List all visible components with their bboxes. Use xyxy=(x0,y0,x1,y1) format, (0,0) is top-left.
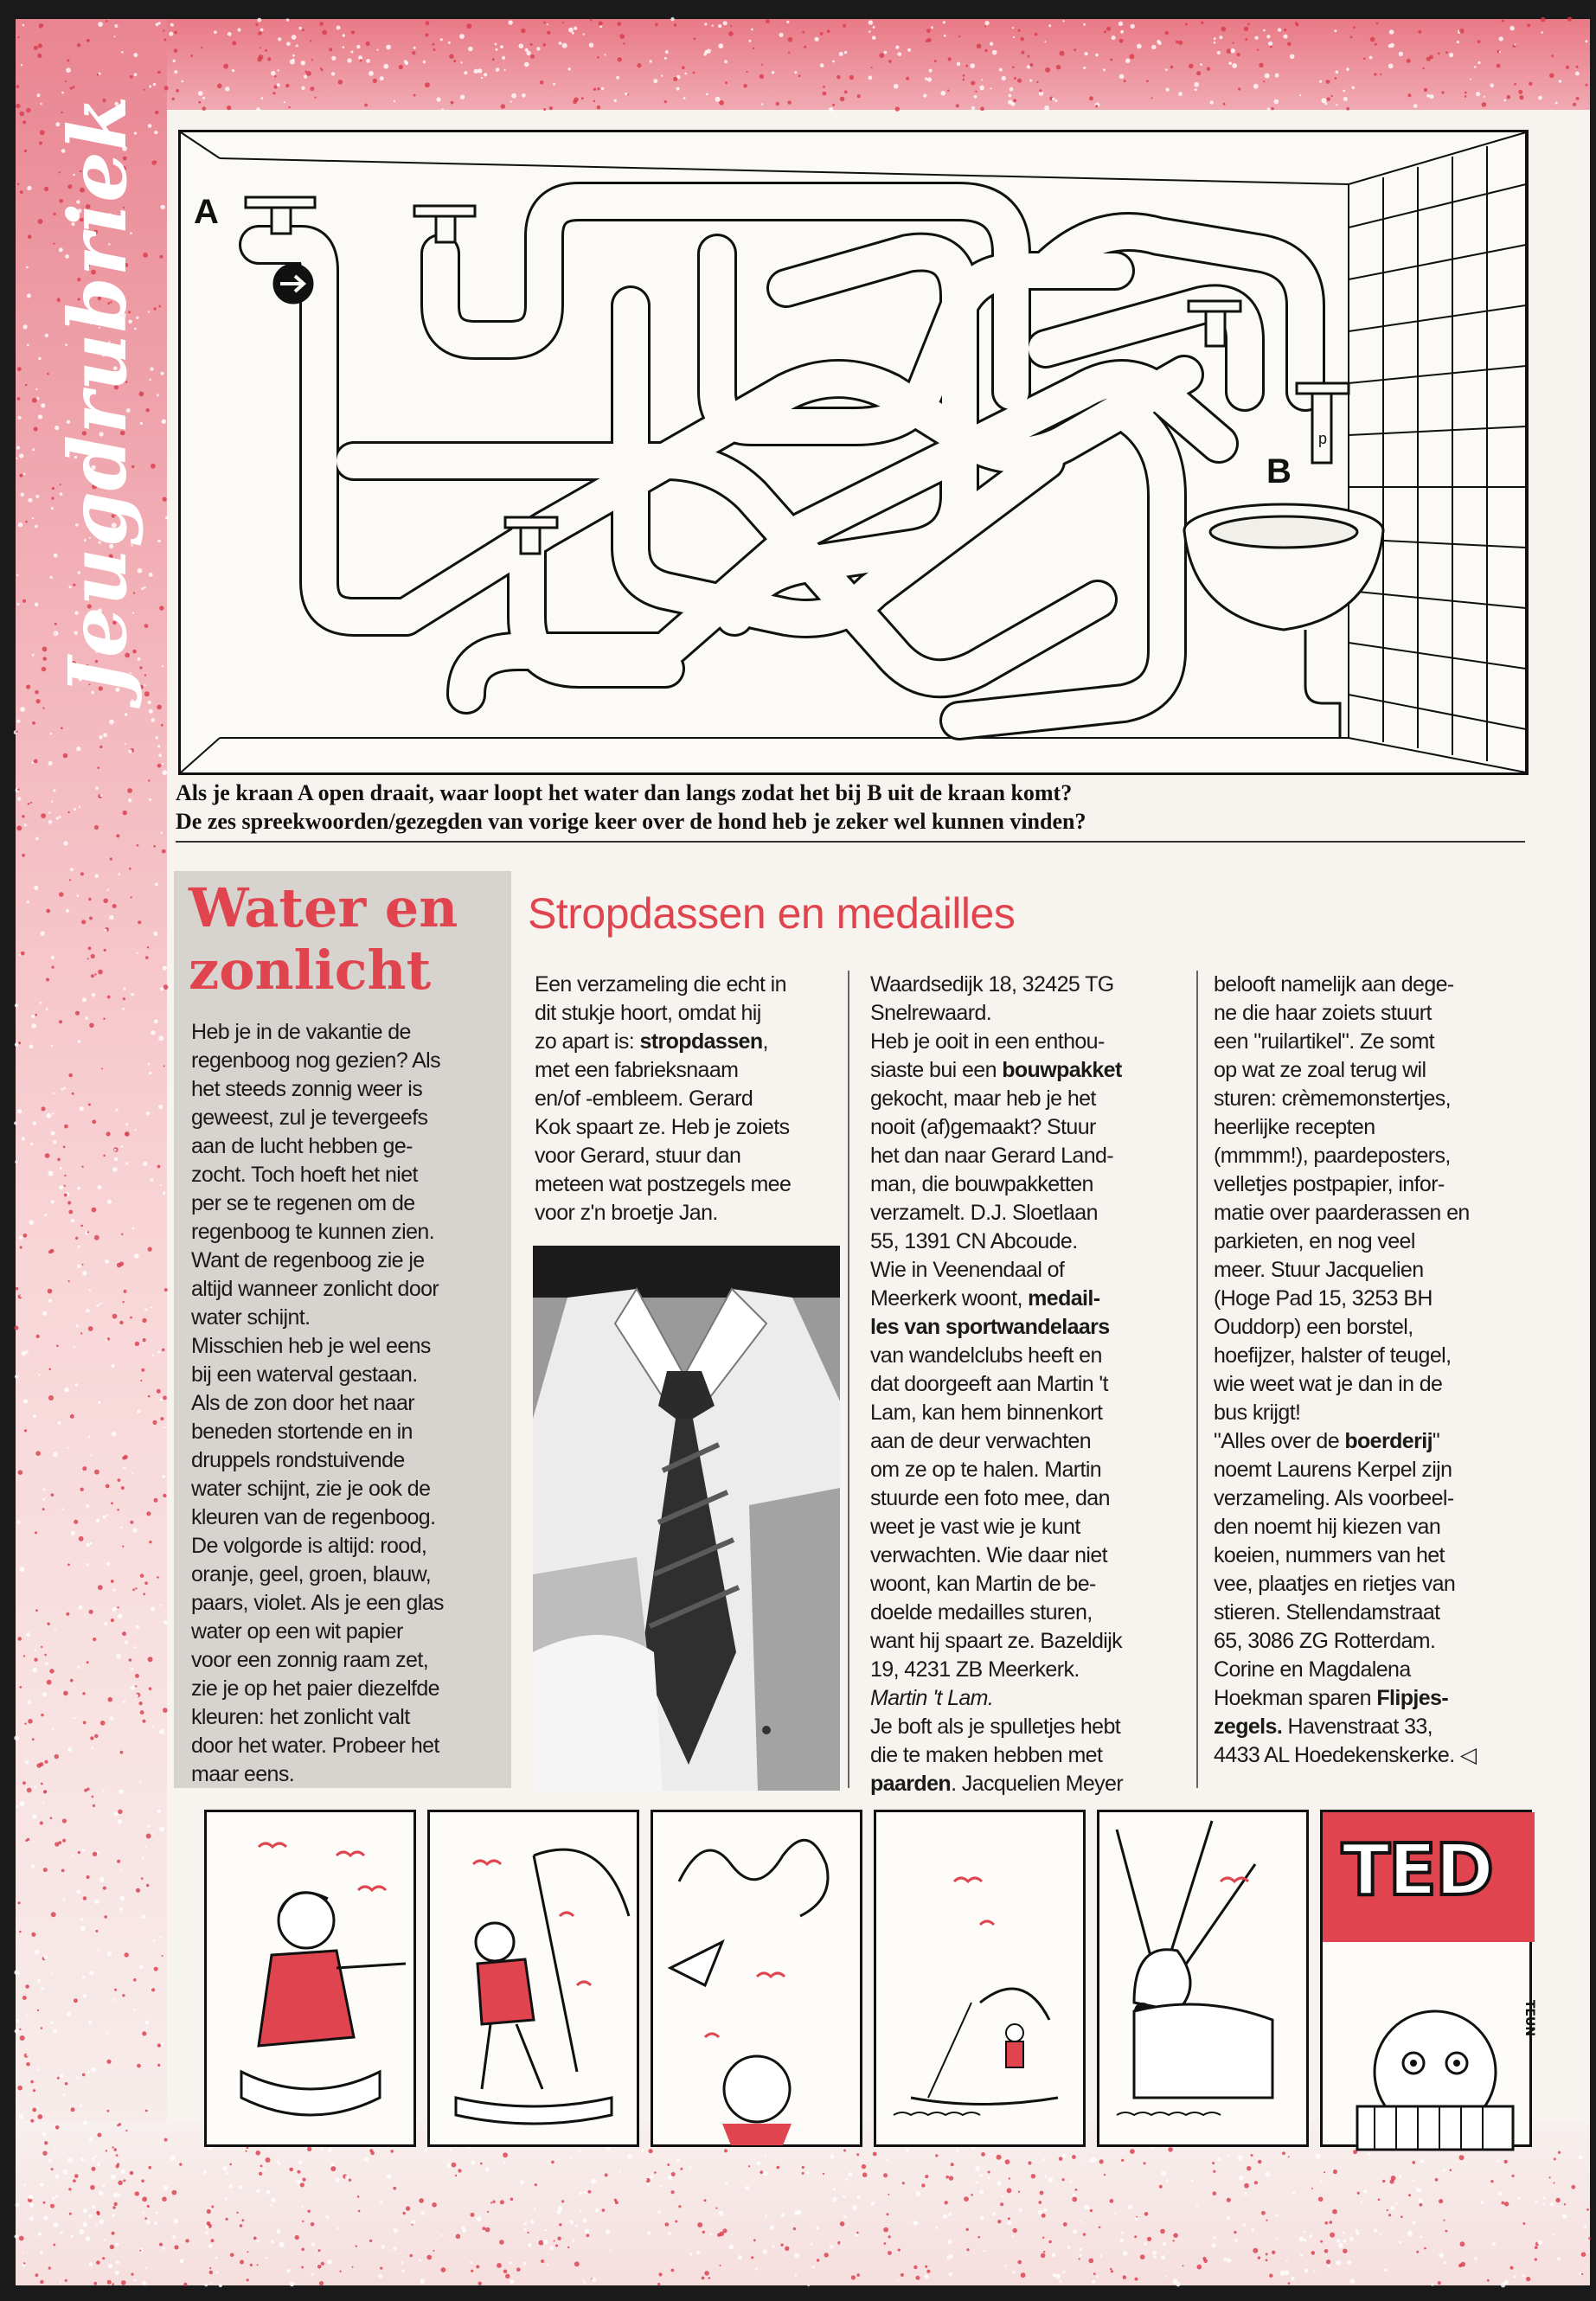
column-divider xyxy=(848,971,849,1788)
text-run: gekocht, maar heb je het nooit (af)gemaakt? Stuur het dan naar Gerard Land- man, die bouwpakketten verzamelt. D.J. Sloetlaan 55, 1391 CN Abcoude. Wie in Veenendaal of Meerkerk woont, xyxy=(870,1086,1114,1311)
comic-panel-3 xyxy=(651,1810,862,2147)
column-divider xyxy=(1196,971,1198,1788)
text-run: Je boft als je spulletjes hebt die te maken hebben met xyxy=(870,1715,1121,1767)
text-run: van wandelclubs heeft en dat doorgeeft aan Martin 't Lam, kan hem binnenkort aan de deur verwachten om ze op te halen. Martin stuurde een foto mee, dan weet je vast wie je kunt verwachten. Wie daar niet woont, kan Martin de be- doelde medailles sturen, want hij spaart ze. Bazeldijk 19, 4231 ZB Meerkerk. xyxy=(870,1343,1123,1682)
text-run: Waardsedijk 18, 32425 TG Snelrewaard. Heb je ooit in een enthou- siaste bui een xyxy=(870,972,1114,1082)
water-article-body: Heb je in de vakantie de regenboog nog gezien? Als het steeds zonnig weer is geweest, zul je tevergeefs aan de lucht hebben ge- zocht. Toch hoeft het niet per se te regenen om de regenboog te kunnen zien. Want de regenboog zie je altijd wanneer zonlicht door water schijnt. Misschien heb je wel eens bij een waterval gestaan. Als de zon door het naar beneden stortende en in druppels rondstuivende water schijnt, zie je ook de kleuren van de regenboog. De volgorde is altijd: rood, oranje, geel, groen, blauw, paars, violet. Als je een glas water op een wit papier voor een zonnig raam zet, zie je op het paier diezelfde kleuren: het zonlicht valt door het water. Probeer het maar eens. xyxy=(191,1020,444,1786)
section-label xyxy=(33,94,163,696)
caption-line-2: De zes spreekwoorden/gezegden van vorige keer over de hond heb je zeker wel kunnen vinden? xyxy=(176,809,1086,834)
magazine-page xyxy=(16,19,1590,2285)
text-run: Havenstraat 33, 4433 AL Hoedekenskerke. ◁ xyxy=(1214,1715,1477,1767)
highlight-boerderij: boerderij xyxy=(1344,1429,1433,1453)
comic-title-ted: TED xyxy=(1342,1830,1493,1912)
comic-panel-1 xyxy=(204,1810,416,2147)
text-run: belooft namelijk aan dege- ne die haar zoiets stuurt een "ruilartikel". Ze somt op wat ze zoal terug wil sturen: crèmemonstertjes, heerlijke recepten (mmmm!), paardeposters, velletjes postpapier, infor- matie over paarderassen en parkieten, en nog veel meer. Stuur Jacquelien (Hoge Pad 15, 3253 BH Ouddorp) een borstel, hoefijzer, halster of teugel, wie weet wat je dan in de bus krijgt! "Alles over de xyxy=(1214,972,1470,1453)
label-b: B xyxy=(1266,452,1292,490)
comic-panel-5 xyxy=(1097,1810,1309,2147)
comic-signature: TEUN xyxy=(1522,1999,1537,2037)
strop-column-3 xyxy=(1214,971,1525,1770)
caption-line-1: Als je kraan A open draait, waar loopt het water dan langs zodat het bij B uit de kraan komt? xyxy=(176,780,1073,805)
text-run: , met een fabrieksnaam en/of -embleem. Gerard Kok spaart ze. Heb je zoiets voor Gerard, stuur dan meteen wat postzegels mee voor z'n broetje Jan. xyxy=(535,1029,792,1225)
text-run: " noemt Laurens Kerpel zijn verzameling. Als voorbeel- den noemt hij kiezen van koeien, nummers van het vee, plaatjes en rietjes van stieren. Stellendamstraat 65, 3086 ZG Rotterdam. Corine en Magdalena Hoekman sparen xyxy=(1214,1429,1456,1710)
comic-strip xyxy=(204,1810,1537,2147)
strop-article-title: Stropdassen en medailles xyxy=(528,889,1016,938)
divider xyxy=(176,841,1525,843)
comic-panel-2 xyxy=(427,1810,639,2147)
water-article-title: Water en zonlicht xyxy=(189,876,458,1002)
highlight-paarden: paarden xyxy=(870,1772,952,1796)
tie-photo xyxy=(533,1246,840,1791)
text-run: Een verzameling die echt in dit stukje hoort, omdat hij zo apart is: xyxy=(535,972,786,1054)
pipe-maze-illustration xyxy=(178,130,1529,775)
highlight-stropdassen: stropdassen xyxy=(639,1029,763,1054)
comic-panel-6 xyxy=(1320,1810,1537,2147)
signature-martin: Martin 't Lam. xyxy=(870,1686,994,1710)
maze-caption xyxy=(176,779,1525,836)
text-run: . Jacquelien Meyer xyxy=(951,1772,1124,1796)
section-title: Jeugdrubriek xyxy=(51,94,144,696)
highlight-medailles: medail- les van sportwandelaars xyxy=(870,1286,1110,1339)
highlight-bouwpakket: bouwpakket xyxy=(1002,1058,1122,1082)
comic-panel-4 xyxy=(874,1810,1086,2147)
strop-column-1 xyxy=(535,971,846,1227)
label-a: A xyxy=(194,193,219,231)
label-p: p xyxy=(1318,430,1328,447)
strop-column-2 xyxy=(870,971,1182,1798)
highlight-flipjeszegels: Flipjes- zegels. xyxy=(1214,1686,1449,1739)
